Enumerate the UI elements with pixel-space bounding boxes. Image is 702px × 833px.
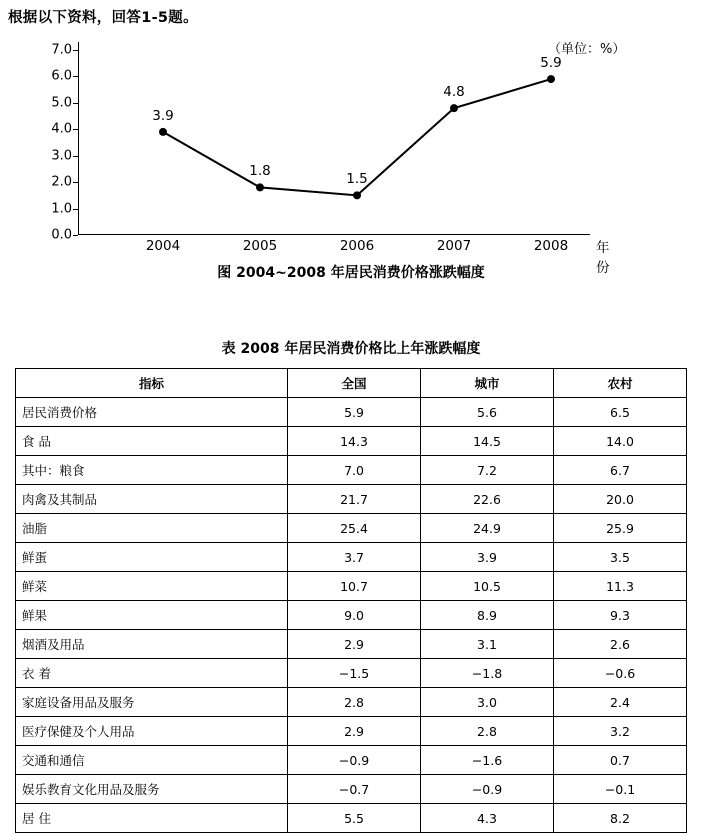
table-cell-value: 6.7 — [553, 456, 686, 485]
table-cell-value: 6.5 — [553, 398, 686, 427]
table-cell-value: −1.5 — [288, 659, 421, 688]
y-tick-label: 1.0 — [51, 201, 72, 217]
table-cell-value: 2.4 — [553, 688, 686, 717]
y-tick-mark — [73, 103, 78, 104]
y-tick-mark — [73, 156, 78, 157]
table-row-label: 鲜果 — [16, 601, 288, 630]
y-tick-mark — [73, 182, 78, 183]
table-cell-value: −0.9 — [421, 775, 554, 804]
data-point-label: 5.9 — [540, 55, 562, 72]
data-point-label: 3.9 — [152, 107, 174, 124]
y-tick-mark — [73, 235, 78, 236]
table-cell-value: 3.9 — [421, 543, 554, 572]
data-point-label: 4.8 — [443, 84, 465, 101]
table-cell-value: 3.7 — [288, 543, 421, 572]
table-cell-value: 14.0 — [553, 427, 686, 456]
y-tick-label: 4.0 — [51, 121, 72, 137]
table-body — [16, 398, 687, 833]
y-tick-label: 3.0 — [51, 148, 72, 164]
table-header-cell-urban: 城市 — [421, 369, 554, 398]
y-tick-label: 0.0 — [51, 227, 72, 243]
table-row-label: 居民消费价格 — [16, 398, 288, 427]
y-tick-mark — [73, 76, 78, 77]
y-tick-label: 6.0 — [51, 68, 72, 84]
table-cell-value: 3.1 — [421, 630, 554, 659]
table-cell-value: −1.8 — [421, 659, 554, 688]
table-row — [16, 398, 687, 427]
table-cell-value: 24.9 — [421, 514, 554, 543]
table-row-label: 家庭设备用品及服务 — [16, 688, 288, 717]
chart-series — [78, 50, 578, 235]
table-cell-value: 2.6 — [553, 630, 686, 659]
table-cell-value: 9.3 — [553, 601, 686, 630]
table-row-label: 烟酒及用品 — [16, 630, 288, 659]
table-header-cell-rural: 农村 — [553, 369, 686, 398]
table-cell-value: −0.1 — [553, 775, 686, 804]
table-cell-value: 9.0 — [288, 601, 421, 630]
table-cell-value: 20.0 — [553, 485, 686, 514]
table-row — [16, 775, 687, 804]
table-header-row — [16, 369, 687, 398]
table-row-label: 鲜蛋 — [16, 543, 288, 572]
chart-unit-note: （单位：%） — [548, 42, 626, 57]
y-tick-label: 5.0 — [51, 95, 72, 111]
table-row — [16, 601, 687, 630]
table-cell-value: 25.4 — [288, 514, 421, 543]
x-tick-label: 2005 — [242, 238, 278, 254]
table-title: 表 2008 年居民消费价格比上年涨跌幅度 — [221, 341, 481, 357]
table-row — [16, 514, 687, 543]
x-tick-label: 2004 — [145, 238, 181, 254]
table-cell-value: −0.6 — [553, 659, 686, 688]
table-cell-value: −1.6 — [421, 746, 554, 775]
table-cell-value: 14.3 — [288, 427, 421, 456]
data-point-label: 1.8 — [249, 163, 271, 180]
table-cell-value: 5.5 — [288, 804, 421, 833]
question-prompt: 根据以下资料，回答1-5题。 — [8, 10, 198, 26]
table-header-cell-indicator: 指标 — [16, 369, 288, 398]
price-change-line-chart — [0, 30, 702, 280]
table-row-label: 油脂 — [16, 514, 288, 543]
table-cell-value: 2.8 — [288, 688, 421, 717]
table-row — [16, 659, 687, 688]
table-row-label: 鲜菜 — [16, 572, 288, 601]
table-row — [16, 456, 687, 485]
table-cell-value: 2.9 — [288, 630, 421, 659]
x-tick-label: 2008 — [533, 238, 569, 254]
chart-caption: 图 2004~2008 年居民消费价格涨跌幅度 — [217, 265, 485, 281]
table-row — [16, 485, 687, 514]
table-cell-value: 2.8 — [421, 717, 554, 746]
y-tick-mark — [73, 209, 78, 210]
table-row — [16, 572, 687, 601]
table-cell-value: 8.9 — [421, 601, 554, 630]
table-cell-value: 10.5 — [421, 572, 554, 601]
table-row — [16, 427, 687, 456]
y-tick-mark — [73, 129, 78, 130]
table-cell-value: 22.6 — [421, 485, 554, 514]
table-row — [16, 804, 687, 833]
table-cell-value: 10.7 — [288, 572, 421, 601]
table-row-label: 交通和通信 — [16, 746, 288, 775]
table-cell-value: −0.9 — [288, 746, 421, 775]
table-cell-value: 5.9 — [288, 398, 421, 427]
table-row-label: 居 住 — [16, 804, 288, 833]
table-row-label: 衣 着 — [16, 659, 288, 688]
x-tick-label: 2007 — [436, 238, 472, 254]
table-cell-value: 2.9 — [288, 717, 421, 746]
table-cell-value: 7.0 — [288, 456, 421, 485]
y-tick-label: 7.0 — [51, 42, 72, 58]
table-cell-value: 4.3 — [421, 804, 554, 833]
y-tick-mark — [73, 50, 78, 51]
table-cell-value: 21.7 — [288, 485, 421, 514]
table-row-label: 其中：粮食 — [16, 456, 288, 485]
price-change-table — [15, 368, 687, 833]
table-cell-value: 25.9 — [553, 514, 686, 543]
x-axis-title: 年份 — [596, 240, 610, 276]
table-row — [16, 746, 687, 775]
table-row-label: 食 品 — [16, 427, 288, 456]
x-tick-label: 2006 — [339, 238, 375, 254]
table-cell-value: 8.2 — [553, 804, 686, 833]
table-row — [16, 543, 687, 572]
table-cell-value: 5.6 — [421, 398, 554, 427]
table-row-label: 娱乐教育文化用品及服务 — [16, 775, 288, 804]
table-cell-value: 3.2 — [553, 717, 686, 746]
table-row — [16, 630, 687, 659]
table-row — [16, 717, 687, 746]
table-header-cell-national: 全国 — [288, 369, 421, 398]
table-cell-value: 11.3 — [553, 572, 686, 601]
table-row-label: 肉禽及其制品 — [16, 485, 288, 514]
table-cell-value: 3.5 — [553, 543, 686, 572]
table-row — [16, 688, 687, 717]
table-cell-value: 7.2 — [421, 456, 554, 485]
table-row-label: 医疗保健及个人用品 — [16, 717, 288, 746]
table-cell-value: 0.7 — [553, 746, 686, 775]
table-cell-value: 14.5 — [421, 427, 554, 456]
table-cell-value: 3.0 — [421, 688, 554, 717]
data-point-label: 1.5 — [346, 171, 368, 188]
y-tick-label: 2.0 — [51, 174, 72, 190]
table-header — [16, 369, 687, 398]
table-cell-value: −0.7 — [288, 775, 421, 804]
